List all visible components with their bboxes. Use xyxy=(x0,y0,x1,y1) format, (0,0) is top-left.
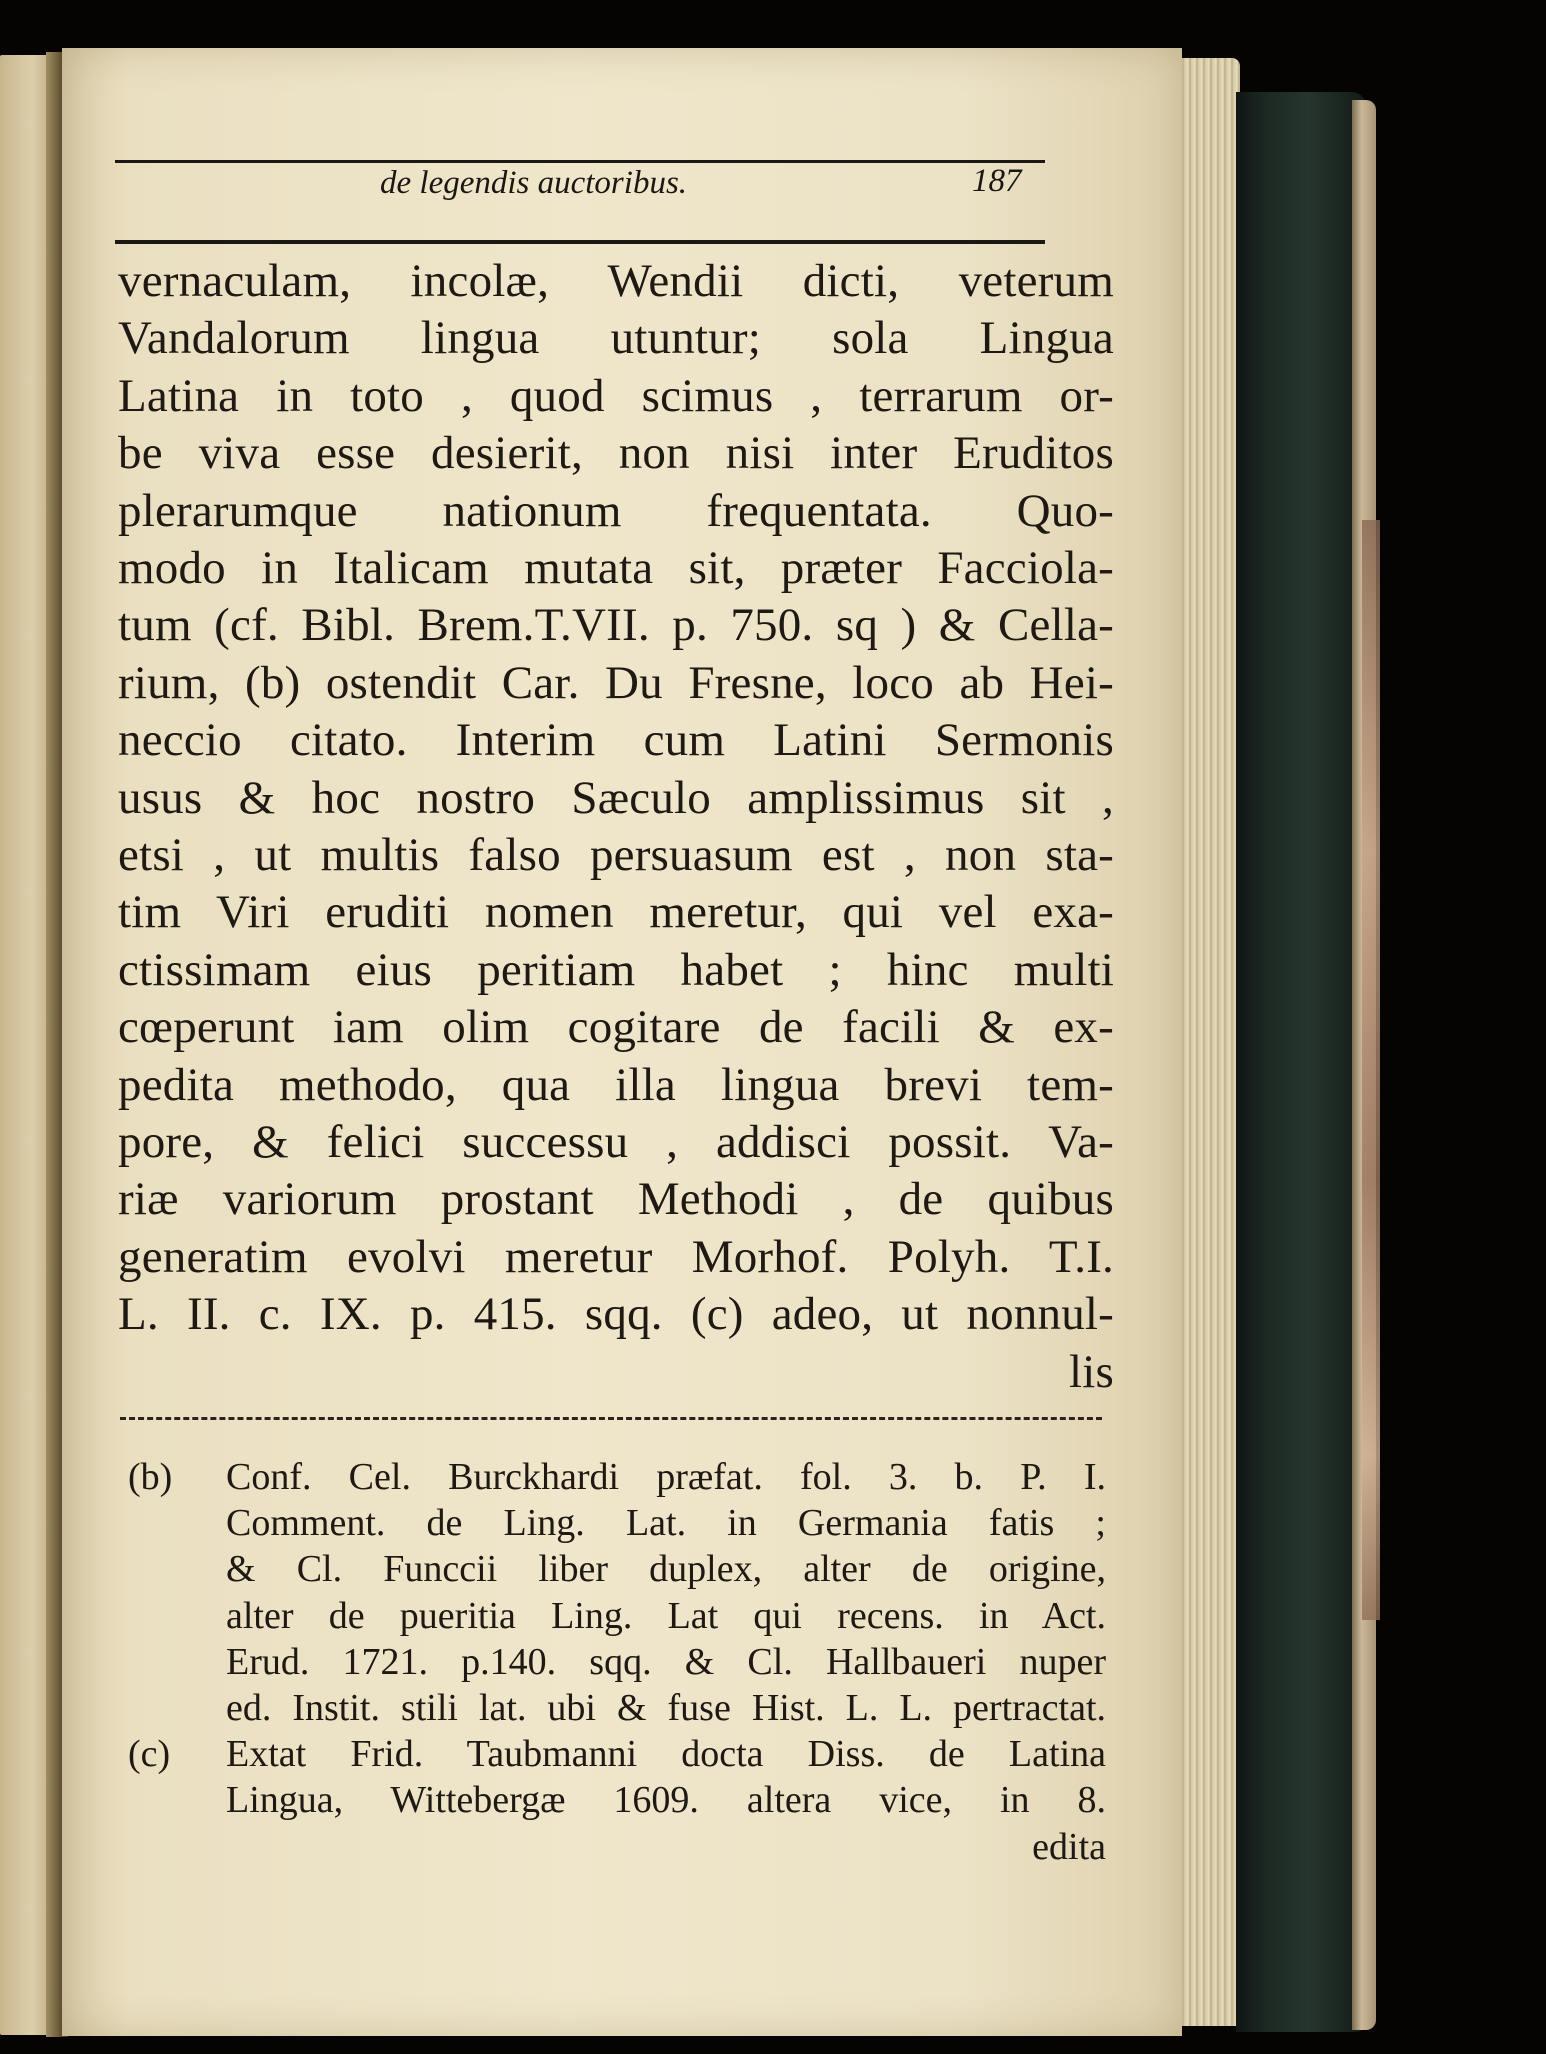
page-number: 187 xyxy=(972,163,1022,199)
footnote-line: ed. Instit. stili lat. ubi & fuse Hist. L. L. pertractat. xyxy=(226,1687,1106,1729)
footnote-line: Comment. de Ling. Lat. in Germania fatis ; xyxy=(226,1502,1106,1545)
text-line: neccio citato. Interim cum Latini Sermonis xyxy=(118,714,1114,767)
text-line: cœperunt iam olim cogitare de facili & ex- xyxy=(118,1001,1114,1054)
text-line: pedita methodo, qua illa lingua brevi tem- xyxy=(118,1058,1114,1111)
marbled-edge xyxy=(1362,520,1380,1620)
header-rule-bottom xyxy=(115,240,1045,244)
footnote-line: & Cl. Funccii liber duplex, alter de origine, xyxy=(226,1548,1106,1591)
footnote-line: Lingua, Wittebergæ 1609. altera vice, in 8. xyxy=(226,1779,1106,1822)
text-line: rium, (b) ostendit Car. Du Fresne, loco ab Hei- xyxy=(118,656,1114,709)
footnote-line: Extat Frid. Taubmanni docta Diss. de Latina xyxy=(226,1733,1106,1776)
footnote-mark: (b) xyxy=(128,1456,173,1498)
header-rule-top xyxy=(115,160,1045,163)
text-line: Latina in toto , quod scimus , terrarum or- xyxy=(118,369,1114,422)
text-line: tum (cf. Bibl. Brem.T.VII. p. 750. sq ) & Cella- xyxy=(118,599,1114,652)
text-line: L. II. c. IX. p. 415. sqq. (c) adeo, ut nonnul- xyxy=(118,1288,1114,1341)
text-line: Vandalorum lingua utuntur; sola Lingua xyxy=(118,312,1114,365)
footnote-line: Conf. Cel. Burckhardi præfat. fol. 3. b. P. I. xyxy=(226,1456,1106,1498)
footnote-mark: (c) xyxy=(128,1733,171,1776)
text-line: modo in Italicam mutata sit, præter Facciola- xyxy=(118,542,1114,594)
text-line: vernaculam, incolæ, Wendii dicti, veterum xyxy=(118,255,1114,307)
footnote-line: Erud. 1721. p.140. sqq. & Cl. Hallbaueri nuper xyxy=(226,1640,1106,1683)
text-line: tim Viri eruditi nomen meretur, qui vel exa- xyxy=(118,886,1114,939)
text-line: pore, & felici successu , addisci possit. Va- xyxy=(118,1116,1114,1168)
text-line: usus & hoc nostro Sæculo amplissimus sit , xyxy=(118,771,1114,824)
text-line: generatim evolvi meretur Morhof. Polyh. T.I. xyxy=(118,1230,1114,1283)
text-line: riæ variorum prostant Methodi , de quibus xyxy=(118,1173,1114,1226)
page-edges xyxy=(1178,58,1240,2026)
running-title: de legendis auctoribus. xyxy=(380,165,688,201)
footnote-rule xyxy=(120,1417,1102,1420)
footnote-line: edita xyxy=(1032,1825,1106,1868)
text-line: lis xyxy=(1068,1345,1114,1398)
footnote-line: alter de pueritia Ling. Lat qui recens. in Act. xyxy=(226,1594,1106,1637)
book-cover xyxy=(1236,92,1366,2032)
text-line: be viva esse desierit, non nisi inter Eruditos xyxy=(118,427,1114,480)
text-line: ctissimam eius peritiam habet ; hinc multi xyxy=(118,943,1114,996)
text-line: plerarumque nationum frequentata. Quo- xyxy=(118,484,1114,537)
text-line: etsi , ut multis falso persuasum est , non sta- xyxy=(118,829,1114,881)
